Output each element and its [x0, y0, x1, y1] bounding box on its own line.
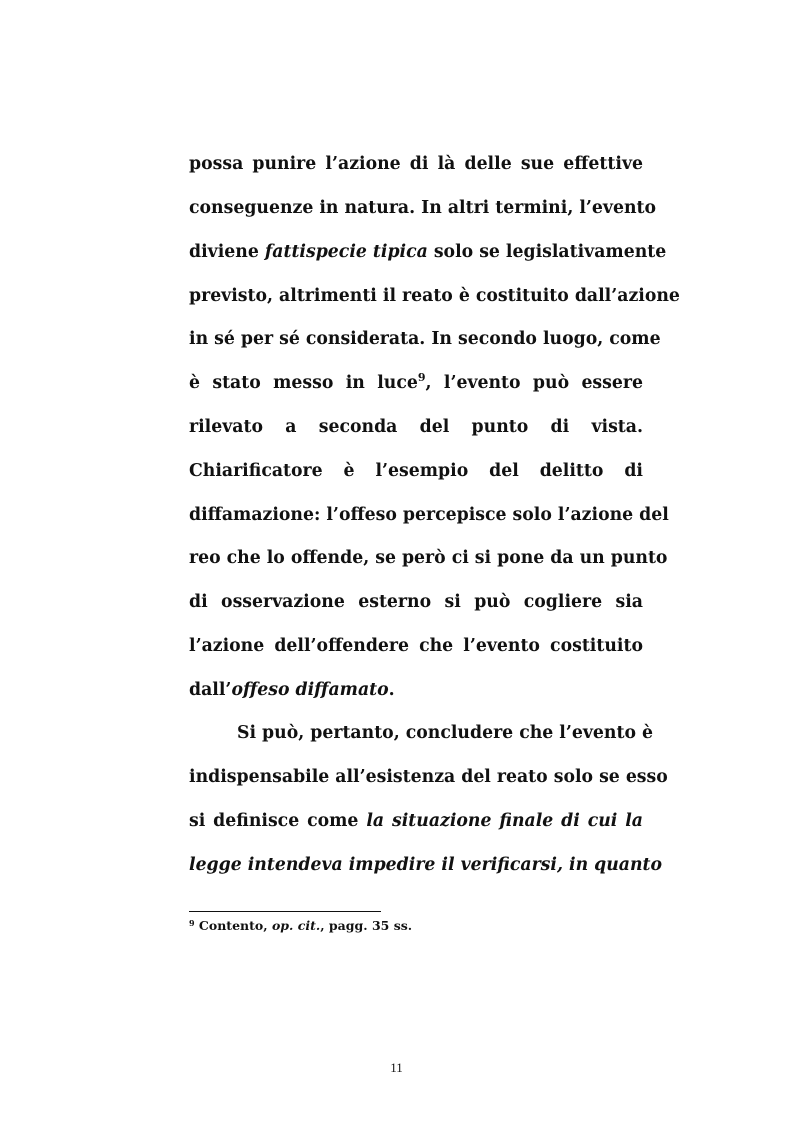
body-line: previsto, altrimenti il reato è costituito dall’azione [189, 286, 680, 306]
body-line: reo che lo offende, se però ci si pone da un punto [189, 548, 668, 568]
body-line: si definisce come la situazione finale di cui la [189, 811, 643, 831]
body-line: Chiarificatore è l’esempio del delitto di [189, 461, 643, 481]
body-line: possa punire l’azione di là delle sue effettive [189, 154, 643, 174]
body-line: dall’offeso diffamato. [189, 680, 395, 700]
footnote-number: 9 [189, 918, 195, 928]
body-line: diffamazione: l’offeso percepisce solo l’azione del [189, 505, 669, 525]
footnote-separator [189, 911, 381, 912]
body-line: in sé per sé considerata. In secondo luogo, come [189, 329, 661, 349]
body-line: Si può, pertanto, concludere che l’evento è [237, 723, 653, 743]
italic-term: offeso diffamato [231, 680, 389, 700]
italic-term: fattispecie tipica [264, 242, 428, 262]
body-line: rilevato a seconda del punto di vista. [189, 417, 643, 437]
italic-phrase: legge intendeva impedire il verificarsi, in quanto [189, 855, 663, 875]
body-line: diviene fattispecie tipica solo se legislativamente [189, 242, 667, 262]
body-line: è stato messo in luce$^9$, l’evento può essere [189, 371, 643, 393]
italic-phrase: la situazione finale di cui la [366, 811, 643, 831]
body-line: conseguenze in natura. In altri termini, l’evento [189, 198, 657, 218]
body-line: l’azione dell’offendere che l’evento costituito [189, 636, 643, 656]
page-number: 11 [390, 1060, 403, 1075]
body-line: di osservazione esterno si può cogliere sia [189, 592, 643, 612]
footnote-reference[interactable]: 9 [417, 371, 426, 384]
body-line: indispensabile all’esistenza del reato solo se esso [189, 767, 668, 787]
body-line [189, 853, 663, 877]
footnote: $^9$ Contento, op. cit., pagg. 35 ss. [189, 918, 413, 933]
